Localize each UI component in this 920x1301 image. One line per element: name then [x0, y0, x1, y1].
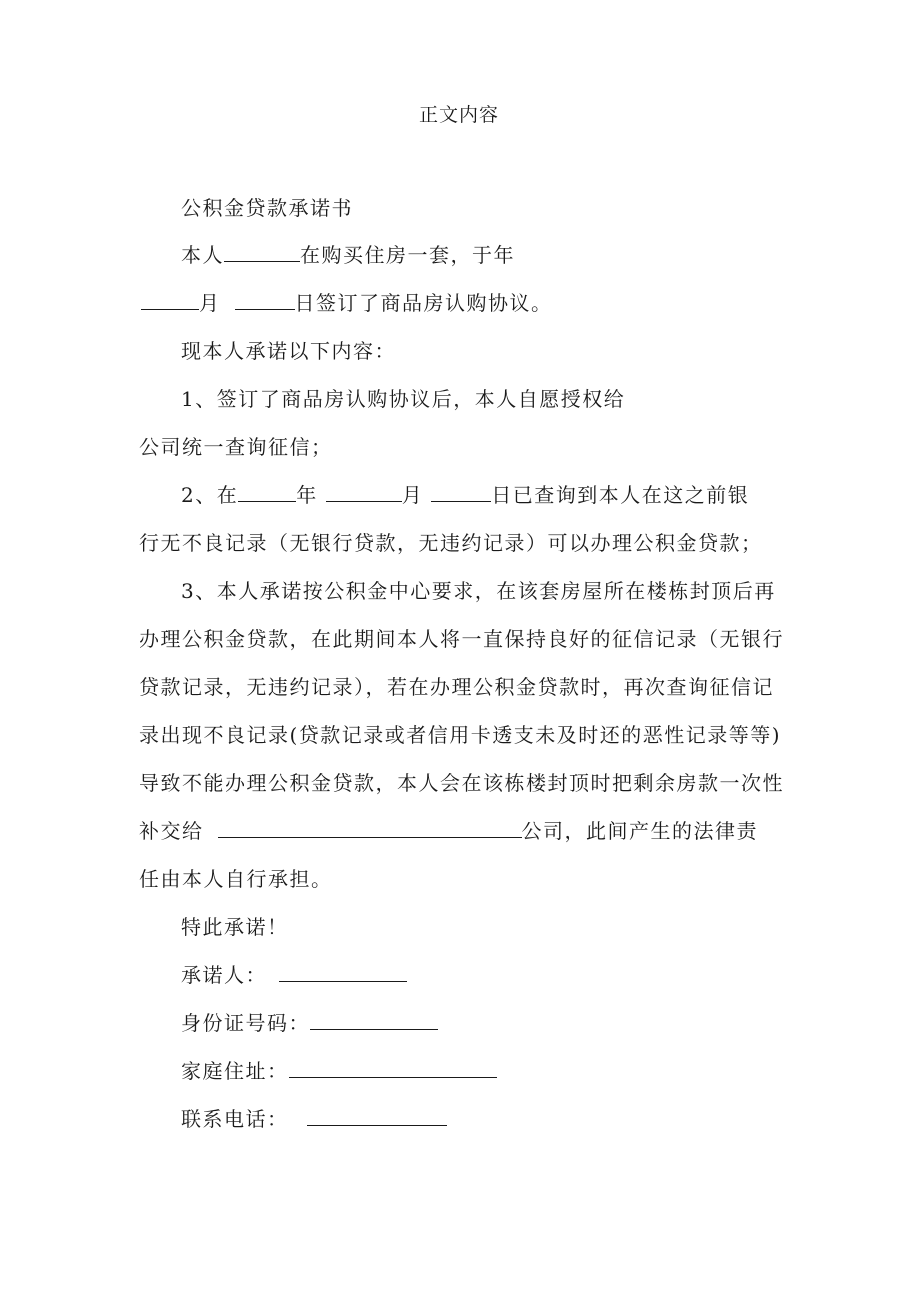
intro-text-b: 在购买住房一套，于年: [300, 243, 515, 267]
company-name-blank: [218, 819, 522, 838]
intro-text-a: 本人: [181, 243, 224, 267]
item3-line-2: 办理公积金贷款，在此期间本人将一直保持良好的征信记录（无银行: [139, 627, 784, 651]
preamble: 现本人承诺以下内容：: [181, 339, 396, 363]
item3-line-1: 3、本人承诺按公积金中心要求，在该套房屋所在楼栋封顶后再: [181, 579, 776, 603]
id-number-label: 身份证号码：: [181, 1011, 310, 1035]
promisor-blank: [279, 963, 407, 982]
phone-label: 联系电话：: [181, 1107, 289, 1131]
item3-line-4: 录出现不良记录(贷款记录或者信用卡透支未及时还的恶性记录等等): [139, 723, 782, 747]
id-number-row: [181, 1011, 438, 1035]
item3-line-3: 贷款记录，无违约记录），若在办理公积金贷款时，再次查询征信记: [139, 675, 774, 699]
day-blank: [235, 291, 295, 310]
promisor-label: 承诺人：: [181, 963, 267, 987]
item1-line-2: 公司统一查询征信；: [139, 435, 333, 459]
item2-text-d: 日已查询到本人在这之前银: [491, 483, 750, 507]
item2-text-b: 年: [296, 483, 318, 507]
item1-line-1: 1、签订了商品房认购协议后，本人自愿授权给: [181, 387, 626, 411]
item3-text-a: 补交给: [139, 819, 204, 843]
intro-text-d: 日签订了商品房认购协议。: [294, 291, 553, 315]
address-row: [181, 1059, 497, 1083]
item3-line-6: [139, 819, 758, 843]
document-title: 公积金贷款承诺书: [181, 196, 353, 220]
closing-statement: 特此承诺！: [181, 915, 289, 939]
check-month-blank: [326, 483, 402, 502]
item2-text-c: 月: [401, 483, 424, 507]
promisor-row: [181, 963, 407, 987]
check-year-blank: [238, 483, 296, 502]
phone-row: [181, 1107, 447, 1131]
item3-text-b: 公司，此间产生的法律责: [521, 819, 758, 843]
intro-text-c: 月: [199, 291, 221, 315]
buyer-name-blank: [224, 243, 300, 262]
intro-line-1: [181, 243, 515, 267]
phone-blank: [307, 1107, 447, 1126]
item2-text-a: 2、在: [181, 483, 239, 507]
intro-line-2: [141, 291, 553, 315]
address-blank: [289, 1059, 497, 1078]
month-blank: [141, 291, 199, 310]
id-number-blank: [310, 1011, 438, 1030]
item2-line-1: [181, 483, 749, 507]
page-header: 正文内容: [419, 104, 500, 126]
item3-line-7: 任由本人自行承担。: [139, 867, 333, 891]
item3-line-5: 导致不能办理公积金贷款，本人会在该栋楼封顶时把剩余房款一次性: [139, 771, 784, 795]
address-label: 家庭住址：: [181, 1059, 289, 1083]
item2-line-2: 行无不良记录（无银行贷款，无违约记录）可以办理公积金贷款；: [139, 531, 763, 555]
check-day-blank: [431, 483, 491, 502]
